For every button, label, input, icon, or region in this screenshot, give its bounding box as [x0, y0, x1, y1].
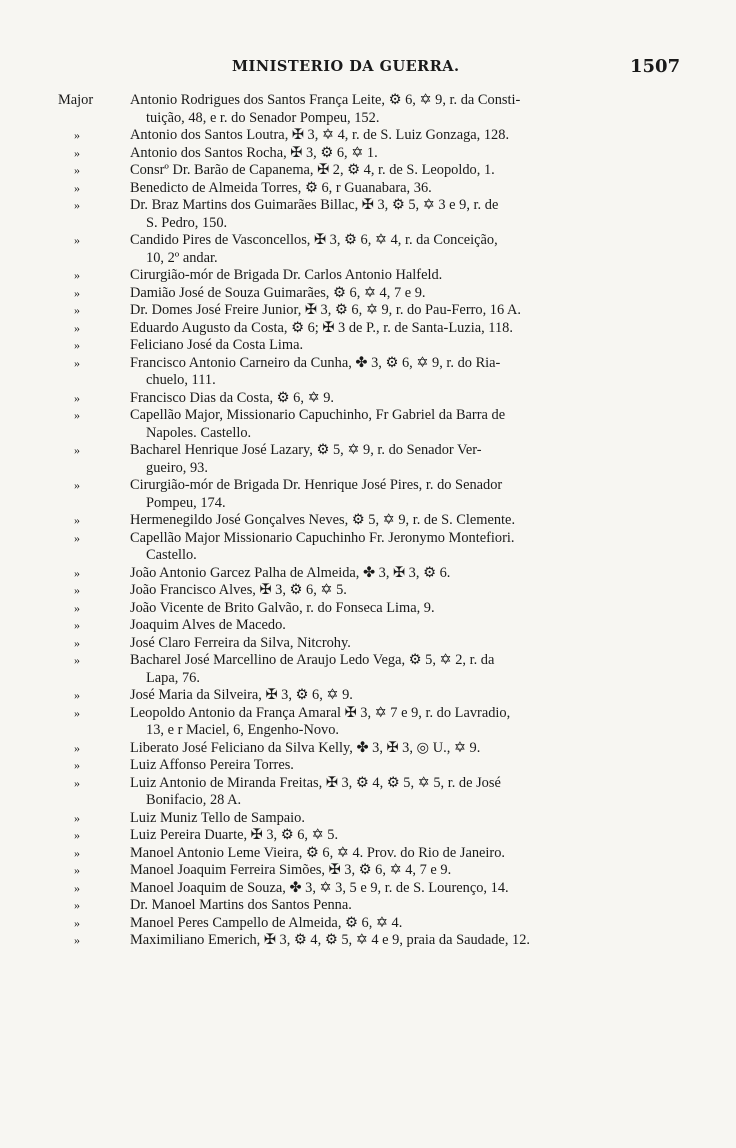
entry-text — [130, 635, 682, 653]
entry-line: Capellão Major, Missionario Capuchinho, Fr Gabriel da Barra de — [130, 407, 506, 423]
entry-text — [130, 390, 682, 408]
ditto-mark: » — [74, 863, 80, 877]
entry-text — [130, 530, 682, 565]
entry-text — [130, 407, 682, 442]
list-item — [0, 845, 736, 863]
entry-text — [130, 320, 682, 338]
entry-line: João Antonio Garcez Palha de Almeida, ✤ 3, ✠ 3, ⚙ 6. — [130, 564, 451, 581]
list-item — [0, 565, 736, 583]
entry-text — [130, 845, 682, 863]
ditto-mark: » — [74, 705, 80, 720]
entry-line: Francisco Antonio Carneiro da Cunha, ✤ 3, ⚙ 6, ✡ 9, r. do Ria- — [130, 354, 501, 371]
ditto-mark: » — [74, 653, 80, 667]
list-item — [0, 390, 736, 408]
entry-text — [130, 180, 682, 198]
list-item — [0, 775, 736, 810]
entry-line: Hermenegildo José Gonçalves Neves, ⚙ 5, ✡ 9, r. de S. Clemente. — [130, 512, 516, 528]
list-item — [0, 530, 736, 565]
list-item — [0, 180, 736, 198]
list-item — [0, 302, 736, 320]
entry-line: Luiz Pereira Duarte, ✠ 3, ⚙ 6, ✡ 5. — [130, 827, 339, 843]
list-item — [0, 687, 736, 705]
ditto-mark: » — [74, 145, 80, 160]
ditto-mark: » — [74, 163, 80, 177]
entry-text — [130, 600, 682, 618]
entry-line: Candido Pires de Vasconcellos, ✠ 3, ⚙ 6, ✡ 4, r. da Conceição, — [130, 232, 498, 248]
entry-line: Bacharel Henrique José Lazary, ⚙ 5, ✡ 9, r. do Senador Ver- — [130, 442, 482, 458]
ditto-mark: » — [74, 898, 80, 912]
list-item — [0, 652, 736, 687]
list-item — [0, 355, 736, 390]
entry-text — [130, 775, 682, 810]
list-item — [0, 477, 736, 512]
entry-continuation: Pompeu, 174. — [146, 494, 226, 511]
list-item — [0, 145, 736, 163]
ditto-mark: » — [74, 128, 80, 142]
entry-line: Dr. Manoel Martins dos Santos Penna. — [130, 897, 352, 913]
ditto-mark: » — [74, 530, 80, 545]
entry-text — [130, 197, 682, 232]
list-item — [0, 512, 736, 530]
entry-line: Manoel Joaquim de Souza, ✤ 3, ✡ 3, 5 e 9, r. de S. Lourenço, 14. — [130, 879, 509, 896]
entry-line: Luiz Muniz Tello de Sampaio. — [130, 809, 305, 826]
entry-text — [130, 757, 682, 775]
list-item — [0, 600, 736, 618]
ditto-mark: » — [74, 635, 80, 650]
entry-text — [130, 127, 682, 145]
list-item — [0, 880, 736, 898]
entry-continuation: 13, e r Maciel, 6, Engenho-Novo. — [146, 722, 340, 738]
entry-line: Capellão Major Missionario Capuchinho Fr. Jeronymo Montefiori. — [130, 529, 515, 546]
entry-line: Antonio dos Santos Loutra, ✠ 3, ✡ 4, r. de S. Luiz Gonzaga, 128. — [130, 127, 510, 143]
entry-text — [130, 915, 682, 933]
entry-continuation: Bonifacio, 28 A. — [146, 792, 242, 808]
entry-line: Feliciano José da Costa Lima. — [130, 337, 304, 353]
list-item — [0, 897, 736, 915]
entry-line: Manoel Joaquim Ferreira Simões, ✠ 3, ⚙ 6, ✡ 4, 7 e 9. — [130, 862, 452, 878]
list-item — [0, 932, 736, 950]
ditto-mark: » — [74, 268, 80, 282]
entry-line: Francisco Dias da Costa, ⚙ 6, ✡ 9. — [130, 389, 335, 406]
list-item — [0, 197, 736, 232]
entry-line: Dr. Domes José Freire Junior, ✠ 3, ⚙ 6, ✡ 9, r. do Pau-Ferro, 16 A. — [130, 302, 521, 318]
entry-continuation: 10, 2º andar. — [146, 249, 218, 266]
ditto-mark: » — [74, 758, 80, 772]
ditto-mark: » — [74, 828, 80, 842]
ditto-mark: » — [74, 443, 80, 457]
running-title: MINISTERIO DA GUERRA. — [232, 58, 460, 75]
entry-text — [130, 810, 682, 828]
entry-text — [130, 740, 682, 758]
officer-list — [0, 92, 736, 950]
list-item — [0, 635, 736, 653]
ditto-mark: » — [74, 565, 80, 580]
list-item — [0, 810, 736, 828]
list-item — [0, 617, 736, 635]
list-item — [0, 827, 736, 845]
entry-line: Leopoldo Antonio da França Amaral ✠ 3, ✡ 7 e 9, r. do Lavradio, — [130, 704, 511, 721]
entry-text — [130, 582, 682, 600]
entry-line: José Maria da Silveira, ✠ 3, ⚙ 6, ✡ 9. — [130, 687, 353, 703]
entry-line: Cirurgião-mór de Brigada Dr. Henrique José Pires, r. do Senador — [130, 477, 503, 493]
list-item — [0, 740, 736, 758]
entry-continuation: gueiro, 93. — [146, 459, 208, 476]
ditto-mark: » — [74, 408, 80, 422]
list-item — [0, 582, 736, 600]
entry-line: Maximiliano Emerich, ✠ 3, ⚙ 4, ⚙ 5, ✡ 4 e 9, praia da Saudade, 12. — [130, 932, 531, 948]
entry-line: Joaquim Alves de Macedo. — [130, 617, 286, 633]
entry-line: Consrº Dr. Barão de Capanema, ✠ 2, ⚙ 4, r. de S. Leopoldo, 1. — [130, 162, 495, 178]
ditto-mark: » — [74, 740, 80, 755]
ditto-mark: » — [74, 845, 80, 860]
page-number: 1507 — [630, 56, 681, 77]
entry-line: Benedicto de Almeida Torres, ⚙ 6, r Guanabara, 36. — [130, 179, 432, 196]
entry-text — [130, 162, 682, 180]
entry-line: Eduardo Augusto da Costa, ⚙ 6; ✠ 3 de P., r. de Santa-Luzia, 118. — [130, 319, 513, 336]
entry-text — [130, 932, 682, 950]
entry-text — [130, 285, 682, 303]
entry-continuation: Napoles. Castello. — [146, 424, 252, 441]
ditto-mark: » — [74, 390, 80, 405]
entry-line: Bacharel José Marcellino de Araujo Ledo Vega, ⚙ 5, ✡ 2, r. da — [130, 652, 495, 668]
entry-text — [130, 477, 682, 512]
entry-line: Luiz Antonio de Miranda Freitas, ✠ 3, ⚙ 4, ⚙ 5, ✡ 5, r. de José — [130, 774, 501, 791]
entry-continuation: Castello. — [146, 547, 197, 563]
entry-text — [130, 687, 682, 705]
ditto-mark: » — [74, 915, 80, 930]
ditto-mark: » — [74, 233, 80, 247]
entry-continuation: tuição, 48, e r. do Senador Pompeu, 152. — [146, 109, 380, 126]
page-header — [0, 58, 736, 82]
entry-line: Liberato José Feliciano da Silva Kelly, ✤ 3, ✠ 3, ◎ U., ✡ 9. — [130, 739, 481, 756]
rank-label: Major — [58, 92, 94, 108]
entry-text — [130, 512, 682, 530]
ditto-mark: » — [74, 355, 80, 370]
list-item — [0, 407, 736, 442]
list-item — [0, 92, 736, 127]
ditto-mark: » — [74, 618, 80, 632]
list-item — [0, 757, 736, 775]
entry-line: Manoel Peres Campello de Almeida, ⚙ 6, ✡ 4. — [130, 914, 403, 931]
entry-continuation: chuelo, 111. — [146, 372, 216, 388]
list-item — [0, 705, 736, 740]
entry-text — [130, 337, 682, 355]
ditto-mark: » — [74, 775, 80, 790]
ditto-mark: » — [74, 303, 80, 317]
entry-text — [130, 267, 682, 285]
list-item — [0, 162, 736, 180]
list-item — [0, 862, 736, 880]
entry-line: Antonio Rodrigues dos Santos França Leite, ⚙ 6, ✡ 9, r. da Consti- — [130, 92, 521, 108]
ditto-mark: » — [74, 478, 80, 492]
entry-line: José Claro Ferreira da Silva, Nitcrohy. — [130, 634, 351, 651]
list-item — [0, 320, 736, 338]
entry-continuation: S. Pedro, 150. — [146, 214, 228, 231]
list-item — [0, 442, 736, 477]
entry-text — [130, 565, 682, 583]
entry-text — [130, 880, 682, 898]
ditto-mark: » — [74, 933, 80, 947]
list-item — [0, 232, 736, 267]
entry-text — [130, 617, 682, 635]
ditto-mark: » — [74, 583, 80, 597]
ditto-mark: » — [74, 600, 80, 615]
ditto-mark: » — [74, 513, 80, 527]
list-item — [0, 285, 736, 303]
entry-line: Damião José de Souza Guimarães, ⚙ 6, ✡ 4, 7 e 9. — [130, 284, 426, 301]
entry-text — [130, 232, 682, 267]
entry-line: Antonio dos Santos Rocha, ✠ 3, ⚙ 6, ✡ 1. — [130, 144, 378, 161]
entry-text — [130, 827, 682, 845]
list-item — [0, 337, 736, 355]
entry-line: Manoel Antonio Leme Vieira, ⚙ 6, ✡ 4. Prov. do Rio de Janeiro. — [130, 844, 506, 861]
ditto-mark: » — [74, 688, 80, 702]
entry-line: Luiz Affonso Pereira Torres. — [130, 757, 294, 773]
list-item — [0, 267, 736, 285]
ditto-mark: » — [74, 320, 80, 335]
ditto-mark: » — [74, 180, 80, 195]
entry-text — [130, 145, 682, 163]
entry-text — [130, 897, 682, 915]
entry-line: João Vicente de Brito Galvão, r. do Fonseca Lima, 9. — [130, 599, 435, 616]
entry-line: João Francisco Alves, ✠ 3, ⚙ 6, ✡ 5. — [130, 582, 347, 598]
entry-text — [130, 652, 682, 687]
entry-text — [130, 355, 682, 390]
entry-text — [130, 302, 682, 320]
ditto-mark: » — [74, 338, 80, 352]
entry-line: Dr. Braz Martins dos Guimarães Billac, ✠ 3, ⚙ 5, ✡ 3 e 9, r. de — [130, 197, 499, 213]
ditto-mark: » — [74, 810, 80, 825]
entry-continuation: Lapa, 76. — [146, 669, 200, 686]
ditto-mark: » — [74, 880, 80, 895]
entry-text — [130, 862, 682, 880]
entry-text — [130, 442, 682, 477]
entry-text — [130, 92, 682, 127]
list-item — [0, 127, 736, 145]
list-item — [0, 915, 736, 933]
ditto-mark: » — [74, 198, 80, 212]
ditto-mark: » — [74, 285, 80, 300]
entry-text — [130, 705, 682, 740]
entry-line: Cirurgião-mór de Brigada Dr. Carlos Antonio Halfeld. — [130, 267, 443, 283]
